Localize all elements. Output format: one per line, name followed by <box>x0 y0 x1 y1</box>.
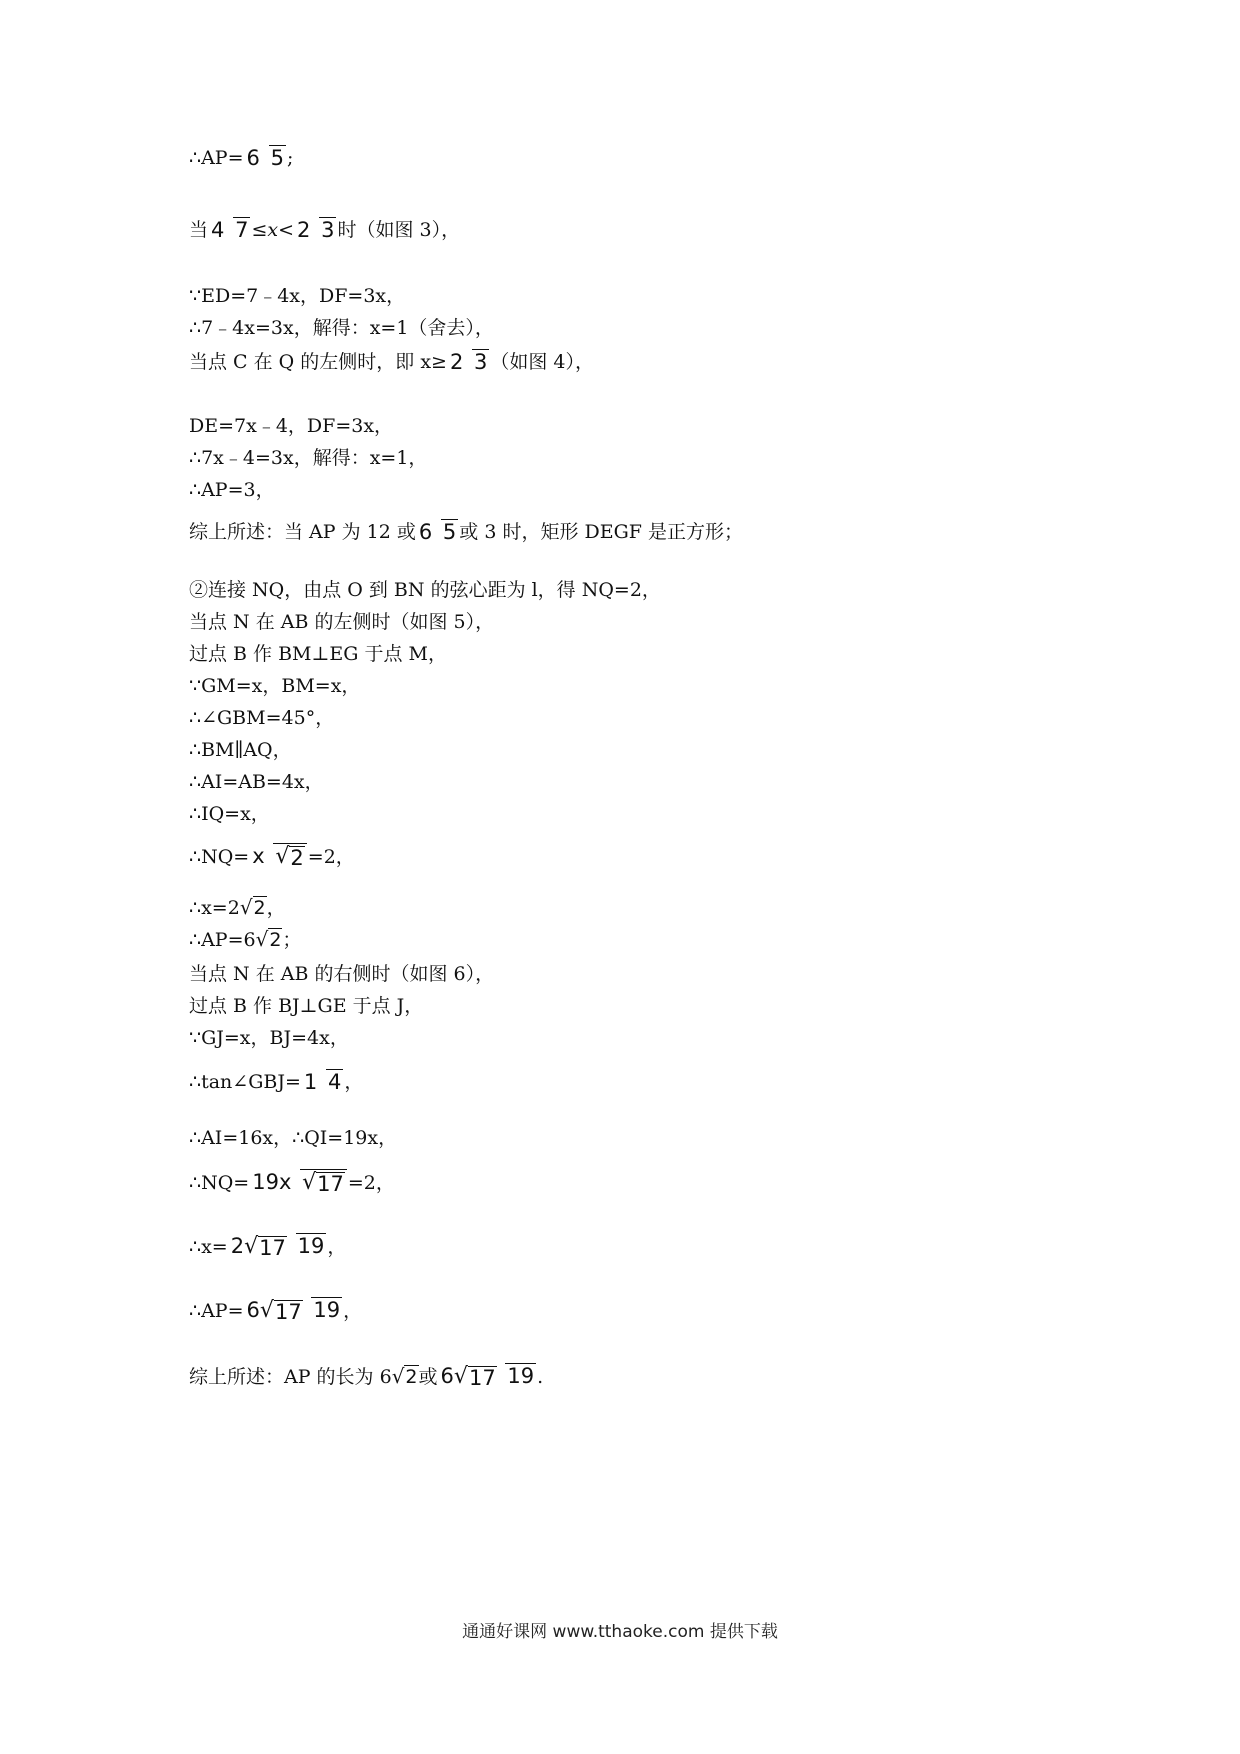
radicand: 17 <box>468 1366 496 1390</box>
line-text: ∴x= <box>189 1235 228 1258</box>
line-text: （如图 4）， <box>490 351 595 373</box>
solution-line <box>189 350 594 374</box>
page-footer: 通通好课网 www.tthaoke.com 提供下载 <box>462 1622 778 1642</box>
solution-line <box>189 802 270 826</box>
solution-line <box>189 770 324 794</box>
radicand: 17 <box>259 1236 286 1260</box>
line-text: ; <box>286 147 294 169</box>
solution-line <box>189 1126 397 1150</box>
line-text: . <box>537 1365 544 1388</box>
square-root: √2 <box>255 927 282 951</box>
line-text: 时（如图 3）， <box>337 219 461 241</box>
numerator: 19x <box>252 1170 292 1194</box>
line-text: 过点 B 作 BJ⊥GE 于点 J， <box>189 995 424 1017</box>
line-text: ∴NQ= <box>189 1171 250 1194</box>
denominator <box>300 1169 347 1194</box>
solution-line <box>189 1026 349 1050</box>
radicand: 2 <box>290 846 304 870</box>
solution-line <box>189 1364 543 1389</box>
line-text: ∴AP= <box>189 147 244 169</box>
line-text: ∵GJ=x，BJ=4x， <box>189 1027 349 1049</box>
solution-line <box>189 446 427 470</box>
fraction <box>209 218 250 242</box>
numerator <box>439 1364 506 1388</box>
square-root: √ 17 <box>244 1234 286 1260</box>
line-text: ∴x=2 <box>189 897 240 919</box>
square-root: √2 <box>239 895 266 919</box>
line-text: ∵ED=7﹣4x，DF=3x， <box>189 285 406 307</box>
line-text: ； <box>282 929 302 951</box>
denominator: 7 <box>235 218 249 242</box>
line-text: =2， <box>307 845 355 868</box>
solution-line <box>189 896 286 920</box>
solution-line <box>189 478 275 502</box>
solution-line <box>189 520 743 544</box>
fraction <box>302 1070 343 1094</box>
line-text: 当 <box>189 219 209 241</box>
numerator: 4 <box>211 218 225 242</box>
solution-line <box>189 642 447 666</box>
numerator <box>229 1234 296 1258</box>
coefficient: 2 <box>230 1234 245 1258</box>
fraction <box>448 350 489 374</box>
coefficient: 6 <box>246 1298 260 1322</box>
line-text: 过点 B 作 BM⊥EG 于点 M， <box>189 643 447 665</box>
radicand: 2 <box>405 1365 418 1388</box>
line-text: 或 <box>418 1365 438 1388</box>
line-text: ∴AP=3， <box>189 479 275 501</box>
denominator <box>273 843 306 868</box>
square-root: √ 17 <box>259 1298 302 1324</box>
line-text: ∴AI=AB=4x， <box>189 771 324 793</box>
line-text: ∴∠GBM=45°， <box>189 707 335 729</box>
square-root: √2 <box>391 1363 418 1388</box>
fraction <box>439 1364 537 1389</box>
line-text: ∴AP= <box>189 1299 244 1322</box>
radicand: 17 <box>317 1172 344 1196</box>
solution-line <box>189 1170 395 1195</box>
numerator: 2 <box>449 350 464 374</box>
solution-line <box>189 994 423 1018</box>
coefficient: 6 <box>440 1364 454 1388</box>
solution-line <box>189 284 405 308</box>
denominator: 19 <box>507 1364 535 1388</box>
denominator: 5 <box>442 520 457 544</box>
line-text: ， <box>344 1071 364 1093</box>
line-text: ， <box>343 1299 363 1322</box>
line-text: DE=7x﹣4，DF=3x， <box>189 415 394 437</box>
line-text: ∴tan∠GBJ= <box>189 1071 301 1093</box>
denominator: 4 <box>327 1070 342 1094</box>
solution-line <box>189 610 494 634</box>
solution-line <box>189 962 494 986</box>
fraction <box>250 1170 347 1195</box>
square-root: √ 17 <box>302 1170 344 1196</box>
solution-line <box>189 578 661 602</box>
solution-line <box>189 1298 362 1323</box>
line-text: ∴IQ=x， <box>189 803 270 825</box>
line-text: ， <box>327 1235 347 1258</box>
line-text: 综上所述：AP 的长为 6 <box>189 1365 392 1388</box>
fraction <box>417 520 458 544</box>
fraction <box>229 1234 327 1259</box>
line-text: ∴AP=6 <box>189 929 256 951</box>
solution-line <box>189 1234 346 1259</box>
radicand: 17 <box>274 1300 302 1324</box>
fraction <box>245 1298 343 1323</box>
solution-line <box>189 674 360 698</box>
line-text: ∴BM∥AQ， <box>189 739 292 761</box>
line-text: 综上所述：当 AP 为 12 或 <box>189 521 416 543</box>
numerator: 2 <box>297 218 311 242</box>
solution-line <box>189 706 334 730</box>
solution-line <box>189 738 292 762</box>
solution-line <box>189 844 355 869</box>
denominator: 3 <box>321 218 335 242</box>
solution-line <box>189 218 460 242</box>
line-text: ∴7﹣4x=3x，解得：x=1（舍去）， <box>189 317 494 339</box>
fraction <box>245 146 286 170</box>
numerator: x <box>252 844 265 868</box>
numerator <box>245 1298 312 1322</box>
numerator: 1 <box>303 1070 318 1094</box>
denominator: 5 <box>270 146 284 170</box>
solution-line <box>189 316 494 340</box>
denominator: 19 <box>297 1234 325 1258</box>
numerator: 6 <box>418 520 433 544</box>
line-text: 当点 N 在 AB 的右侧时（如图 6）， <box>189 963 495 985</box>
line-text: 当点 C 在 Q 的左侧时，即 x≥ <box>189 351 447 373</box>
radicand: 2 <box>269 929 282 951</box>
line-text: 或 3 时，矩形 DEGF 是正方形； <box>459 521 743 543</box>
radicand: 2 <box>253 897 266 919</box>
solution-line <box>189 1070 363 1094</box>
fraction <box>295 218 336 242</box>
solution-line <box>189 414 393 438</box>
line-text: ∴AI=16x，∴QI=19x， <box>189 1127 398 1149</box>
fraction <box>250 844 307 869</box>
line-text: =2， <box>347 1171 395 1194</box>
denominator: 3 <box>474 350 488 374</box>
line-text: ∵GM=x，BM=x， <box>189 675 361 697</box>
line-text: ∴7x﹣4=3x，解得：x=1， <box>189 447 428 469</box>
square-root: √ 17 <box>453 1364 496 1390</box>
square-root: √ 2 <box>275 844 304 870</box>
line-text: ②连接 NQ，由点 O 到 BN 的弦心距为 l，得 NQ=2， <box>189 579 661 601</box>
line-text: ∴NQ= <box>189 845 250 868</box>
line-text: ≤x< <box>251 219 295 241</box>
denominator: 19 <box>313 1298 341 1322</box>
line-text: 当点 N 在 AB 的左侧时（如图 5）， <box>189 611 495 633</box>
numerator: 6 <box>246 146 260 170</box>
solution-line <box>189 146 293 170</box>
solution-line <box>189 928 301 952</box>
line-text: ， <box>266 897 286 919</box>
